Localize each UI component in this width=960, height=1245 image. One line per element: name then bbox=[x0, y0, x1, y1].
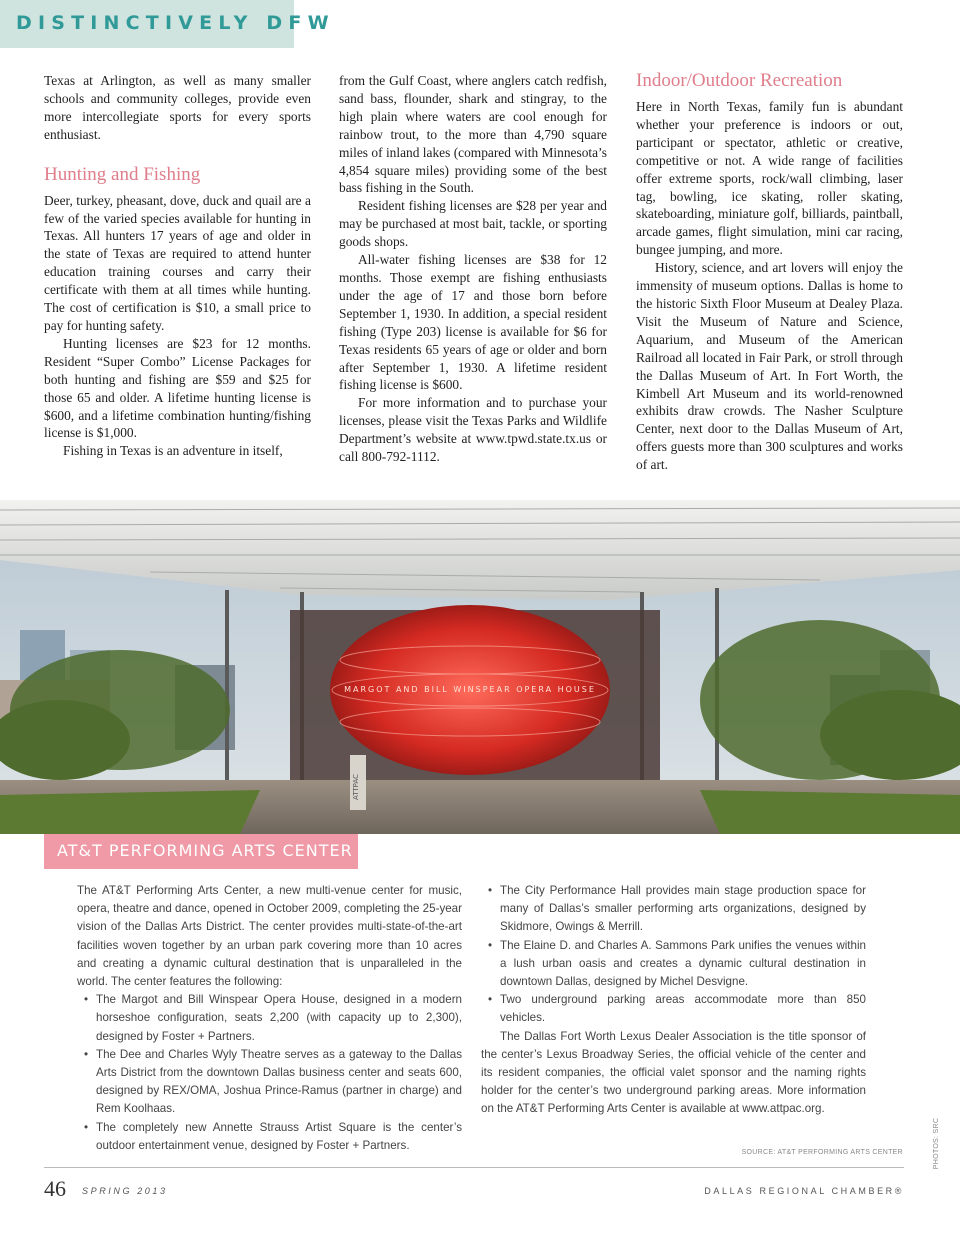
list-item: • Two underground parking areas accommodate more than 850 vehicles. bbox=[488, 993, 866, 1025]
bullet-icon: • bbox=[488, 938, 493, 952]
list-item: • The City Performance Hall provides main stage production space for many of Dallas’s smaller performing arts organizations, designed by Skidmore, Owings & Merrill. bbox=[488, 884, 866, 934]
bullet-list bbox=[77, 991, 462, 1155]
sidebar-title: AT&T PERFORMING ARTS CENTER bbox=[57, 841, 353, 860]
bullet-list bbox=[481, 882, 866, 1028]
paragraph: History, science, and art lovers will enjoy the immensity of museum options. Dallas is home to the historic Sixth Floor Museum at Dealey Plaza. Visit the Museum of Nature and Science, Aquarium, and Museum of the American Railroad all located in Fair Park, or stroll through the Dallas Museum of Art. In Fort Worth, the Kimbell Art Museum and its world-renowned exhibits draw crowds. The Nasher Sculpture Center, next door to the Dallas Museum of Art, offers guests more than 300 sculptures and works of art. bbox=[636, 260, 903, 473]
article-column-3 bbox=[636, 70, 903, 474]
article-column-1 bbox=[44, 72, 311, 460]
bullet-icon: • bbox=[488, 884, 493, 897]
photo-credit-text: PHOTOS: SRC bbox=[933, 1117, 941, 1170]
paragraph: Here in North Texas, family fun is abundant whether your preference is indoors or out, participant or spectator, athletic or creative, competitive or not. A wide range of facilities offer extreme sports, rock/wall climbing, laser tag, bowling, ice skating, roller skating, skateboarding, miniature golf, billiards, paintball, arcade games, flight simulation, mini car racing, bungee jumping, and more. bbox=[636, 99, 903, 258]
sidebar-source: SOURCE: AT&T PERFORMING ARTS CENTER bbox=[741, 1149, 903, 1156]
section-header-label: DISTINCTIVELY DFW bbox=[16, 12, 335, 34]
section-header-tab bbox=[0, 0, 335, 48]
bullet-icon: • bbox=[84, 993, 89, 1007]
sidebar-column-1 bbox=[77, 882, 462, 1155]
paragraph: from the Gulf Coast, where anglers catch redfish, sand bass, flounder, shark and stingray, to the high plain where waters are cool enough for rainbow trout, to the more than 4,790 square miles of inland lakes (compared with Minnesota’s 4,854 square miles) providing some of the best bass fishing in the South. bbox=[339, 73, 607, 196]
sidebar-intro: The AT&T Performing Arts Center, a new multi-venue center for music, opera, theatre and dance, opened in October 2009, completing the 25-year vision of the Dallas Arts District. The center provides multi-state-of-the-art facilities woven together by an urban park covering more than 10 acres and creating a dynamic cultural destination that is unparalleled in the world. The center features the following: bbox=[77, 884, 462, 989]
opera-house-photo bbox=[0, 500, 960, 834]
sign-post-label: ATTPAC bbox=[352, 773, 360, 800]
page-number: 46 bbox=[44, 1176, 66, 1201]
publication-name: DALLAS REGIONAL CHAMBER® bbox=[704, 1186, 904, 1196]
sidebar-column-2 bbox=[481, 882, 866, 1119]
paragraph: Hunting licenses are $23 for 12 months. Resident “Super Combo” License Packages for both hunting and fishing are $59 and $25 for those 65 and older. A lifetime hunting license is $600, and a lifetime combination hunting/fishing license is $1,000. bbox=[44, 335, 311, 441]
bullet-icon: • bbox=[488, 993, 493, 1007]
bullet-icon: • bbox=[84, 1047, 89, 1061]
paragraph: Deer, turkey, pheasant, dove, duck and quail are a few of the varied species available for hunting in Texas. All hunters 17 years of age and older in the state of Texas are required to attend hunter education training courses and carry their certificate with them at all times while hunting. The cost of certification is $10, a small price to pay for hunting safety. bbox=[44, 192, 311, 333]
issue-label: SPRING 2013 bbox=[82, 1186, 168, 1196]
list-item: • The completely new Annette Strauss Artist Square is the center’s outdoor entertainment venue, designed by Foster + Partners. bbox=[84, 1120, 462, 1152]
list-item: • The Margot and Bill Winspear Opera House, designed in a modern horseshoe configuration, seats 2,200 (with capacity up to 2,300), designed by Foster + Partners. bbox=[84, 993, 462, 1043]
list-item: • The Elaine D. and Charles A. Sammons Park unifies the venues within a lush urban oasis and creates a dynamic cultural destination in downtown Dallas, designed by Michel Desvigne. bbox=[488, 938, 866, 989]
subheading-indoor-outdoor: Indoor/Outdoor Recreation bbox=[636, 70, 843, 91]
subheading-hunting-fishing: Hunting and Fishing bbox=[44, 163, 201, 185]
bullet-icon: • bbox=[84, 1120, 89, 1134]
photo-credit bbox=[929, 1117, 941, 1173]
sidebar-title-bar bbox=[44, 834, 358, 869]
opera-house-sign: MARGOT AND BILL WINSPEAR OPERA HOUSE bbox=[344, 685, 596, 694]
article-column-2 bbox=[339, 72, 607, 466]
paragraph: All-water fishing licenses are $38 for 12 months. Those exempt are fishing enthusiasts under the age of 17 and those born before September 1, 1930. In addition, a special resident fishing (Type 203) license is available for $6 for Texas residents 65 years of age or older and born after September 1, 1930. A lifetime resident fishing license is $600. bbox=[339, 252, 607, 393]
paragraph: Texas at Arlington, as well as many smaller schools and community colleges, provide even more intercollegiate sports for every sports enthusiast. bbox=[44, 73, 311, 142]
paragraph: For more information and to purchase your licenses, please visit the Texas Parks and Wildlife Department’s website at www.tpwd.state.tx.us or call 800-792-1112. bbox=[339, 395, 607, 465]
sidebar-closing: The Dallas Fort Worth Lexus Dealer Association is the title sponsor of the center’s Lexus Broadway Series, the official vehicle of the center and its resident companies, the official valet sponsor and the naming rights holder for the center’s two underground parking areas. More information on the AT&T Performing Arts Center is available at www.attpac.org. bbox=[481, 1029, 866, 1116]
footer-rule bbox=[44, 1167, 904, 1168]
opera-house-illustration bbox=[0, 500, 960, 834]
list-item: • The Dee and Charles Wyly Theatre serves as a gateway to the Dallas Arts District from the downtown Dallas business center and seats 600, designed by REX/OMA, Joshua Prince-Ramus (partner in charge) and Rem Koolhaas. bbox=[84, 1047, 462, 1116]
paragraph: Fishing in Texas is an adventure in itself, bbox=[63, 443, 283, 459]
paragraph: Resident fishing licenses are $28 per year and may be purchased at most bait, tackle, or sporting goods shops. bbox=[339, 198, 607, 250]
